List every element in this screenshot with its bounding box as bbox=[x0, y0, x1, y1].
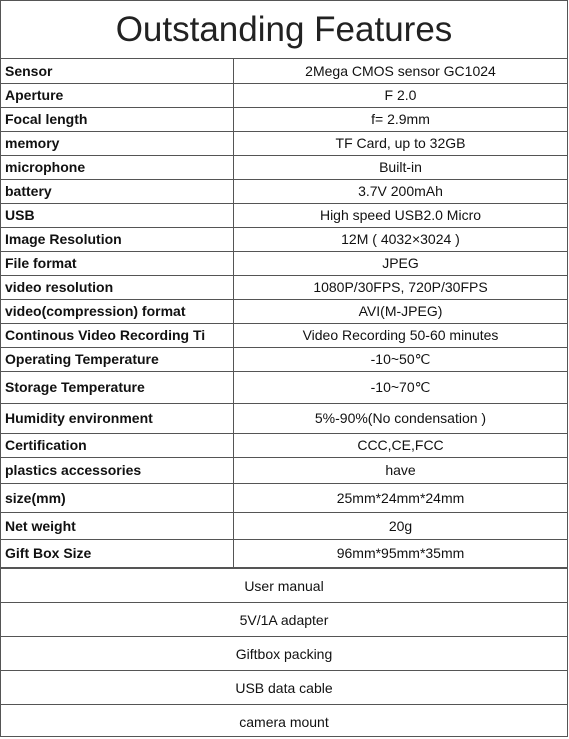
spec-label: USB bbox=[1, 203, 234, 227]
spec-label: video(compression) format bbox=[1, 299, 234, 323]
spec-value: 20g bbox=[234, 512, 568, 539]
accessory-row: User manual bbox=[1, 568, 567, 602]
spec-value: CCC,CE,FCC bbox=[234, 433, 568, 457]
accessory-row: USB data cable bbox=[1, 670, 567, 704]
table-row bbox=[1, 403, 567, 433]
spec-value: JPEG bbox=[234, 251, 568, 275]
table-row bbox=[1, 483, 567, 512]
table-row bbox=[1, 59, 567, 83]
spec-label: Sensor bbox=[1, 59, 234, 83]
spec-value: 12M ( 4032×3024 ) bbox=[234, 227, 568, 251]
spec-value: Built-in bbox=[234, 155, 568, 179]
spec-value: 3.7V 200mAh bbox=[234, 179, 568, 203]
spec-table bbox=[1, 59, 567, 568]
spec-value: Video Recording 50-60 minutes bbox=[234, 323, 568, 347]
table-row bbox=[1, 299, 567, 323]
table-row bbox=[1, 371, 567, 403]
table-row bbox=[1, 512, 567, 539]
table-row bbox=[1, 83, 567, 107]
accessory-row: Giftbox packing bbox=[1, 636, 567, 670]
table-row bbox=[1, 539, 567, 567]
spec-label: File format bbox=[1, 251, 234, 275]
spec-label: Focal length bbox=[1, 107, 234, 131]
spec-label: Image Resolution bbox=[1, 227, 234, 251]
spec-label: microphone bbox=[1, 155, 234, 179]
spec-label: memory bbox=[1, 131, 234, 155]
table-row bbox=[1, 323, 567, 347]
spec-value: F 2.0 bbox=[234, 83, 568, 107]
table-row bbox=[1, 107, 567, 131]
table-row bbox=[1, 251, 567, 275]
spec-label: Certification bbox=[1, 433, 234, 457]
spec-value: -10~50℃ bbox=[234, 347, 568, 371]
spec-value: 1080P/30FPS, 720P/30FPS bbox=[234, 275, 568, 299]
spec-label: Net weight bbox=[1, 512, 234, 539]
table-row bbox=[1, 347, 567, 371]
spec-value: 25mm*24mm*24mm bbox=[234, 483, 568, 512]
spec-label: plastics accessories bbox=[1, 457, 234, 483]
spec-label: battery bbox=[1, 179, 234, 203]
spec-label: Gift Box Size bbox=[1, 539, 234, 567]
spec-value: TF Card, up to 32GB bbox=[234, 131, 568, 155]
spec-value: AVI(M-JPEG) bbox=[234, 299, 568, 323]
page-title: Outstanding Features bbox=[1, 1, 567, 59]
spec-value: 2Mega CMOS sensor GC1024 bbox=[234, 59, 568, 83]
spec-value: 96mm*95mm*35mm bbox=[234, 539, 568, 567]
spec-value: -10~70℃ bbox=[234, 371, 568, 403]
spec-value: 5%-90%(No condensation ) bbox=[234, 403, 568, 433]
table-row bbox=[1, 155, 567, 179]
spec-label: Humidity environment bbox=[1, 403, 234, 433]
accessory-row: camera mount bbox=[1, 704, 567, 738]
spec-label: Operating Temperature bbox=[1, 347, 234, 371]
table-row bbox=[1, 227, 567, 251]
spec-label: Storage Temperature bbox=[1, 371, 234, 403]
table-row bbox=[1, 203, 567, 227]
spec-label: video resolution bbox=[1, 275, 234, 299]
spec-label: size(mm) bbox=[1, 483, 234, 512]
table-row bbox=[1, 275, 567, 299]
table-row bbox=[1, 433, 567, 457]
spec-label: Aperture bbox=[1, 83, 234, 107]
table-row bbox=[1, 179, 567, 203]
spec-value: f= 2.9mm bbox=[234, 107, 568, 131]
spec-value: High speed USB2.0 Micro bbox=[234, 203, 568, 227]
table-row bbox=[1, 457, 567, 483]
accessory-row: 5V/1A adapter bbox=[1, 602, 567, 636]
spec-value: have bbox=[234, 457, 568, 483]
table-row bbox=[1, 131, 567, 155]
spec-label: Continous Video Recording Ti bbox=[1, 323, 234, 347]
